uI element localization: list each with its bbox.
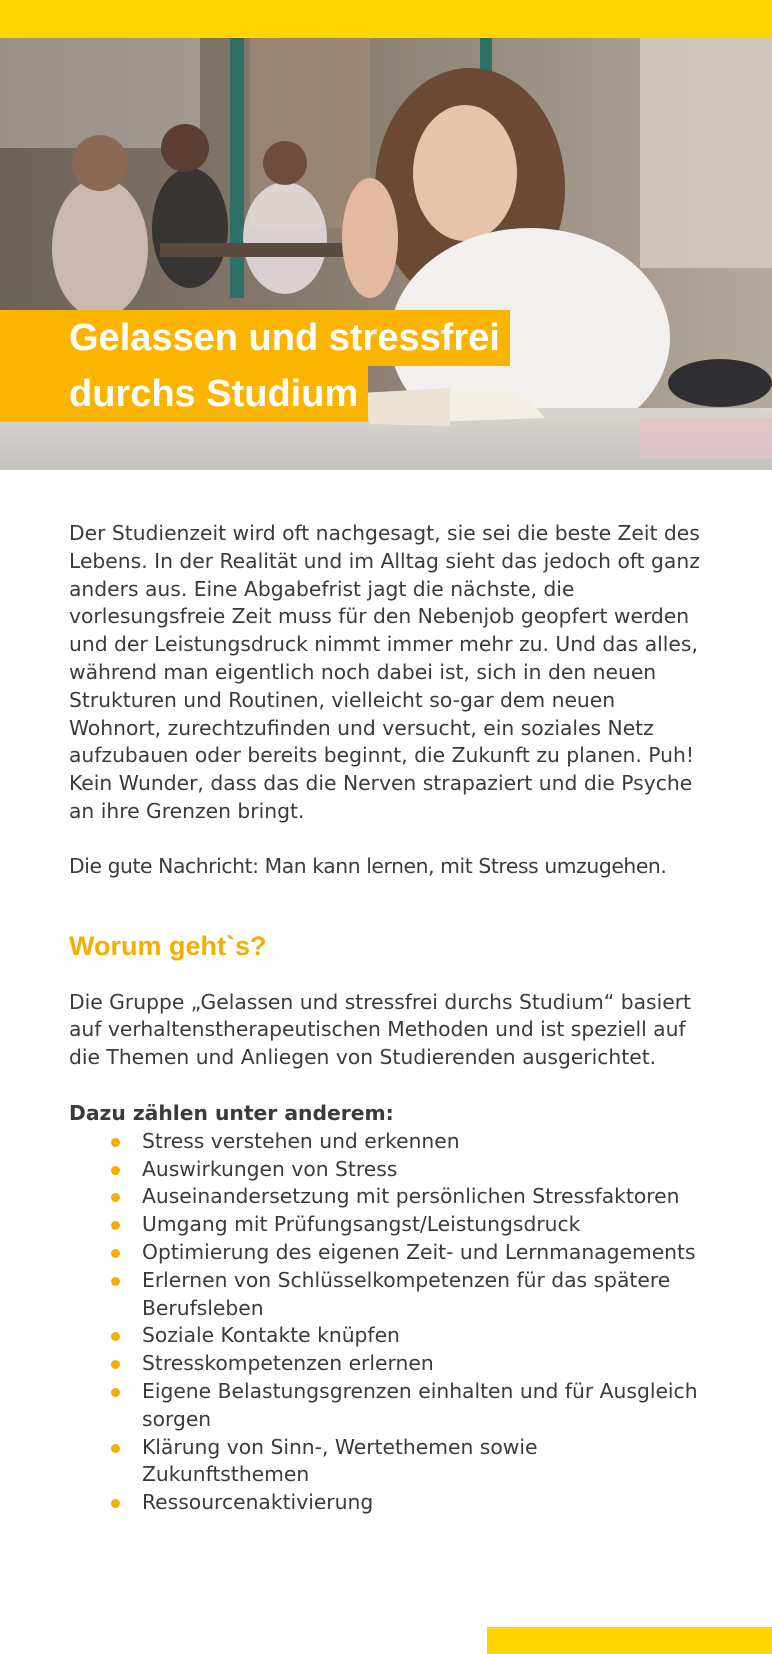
hero-title-line-1: Gelassen und stressfrei (0, 310, 510, 366)
list-item: Soziale Kontakte knüpfen (142, 1322, 709, 1350)
list-item: Auseinandersetzung mit persönlichen Stressfaktoren (142, 1183, 709, 1211)
topic-list (69, 1128, 709, 1517)
list-item: Optimierung des eigenen Zeit- und Lernmanagements (142, 1239, 709, 1267)
list-item: Erlernen von Schlüsselkompetenzen für das spätere Berufsleben (142, 1267, 709, 1323)
list-item: Stresskompetenzen erlernen (142, 1350, 709, 1378)
list-item: Stress verstehen und erkennen (142, 1128, 709, 1156)
bottom-yellow-bar (487, 1627, 772, 1654)
intro-paragraph: Der Studienzeit wird oft nachgesagt, sie sei die beste Zeit des Lebens. In der Realität und im Alltag sieht das jedoch oft ganz anders aus. Eine Abgabefrist jagt die nächste, die vorlesungsfreie Zeit muss für den Nebenjob geopfert werden und der Leistungsdruck nimmt immer mehr zu. Und das alles, während man eigentlich noch dabei ist, sich in den neuen Strukturen und Routinen, vielleicht so-gar dem neuen Wohnort, zurechtzufinden und versucht, ein soziales Netz aufzubauen oder bereits beginnt, die Zukunft zu planen. Puh! Kein Wunder, dass das die Nerven strapaziert und die Psyche an ihre Grenzen bringt. (69, 521, 700, 823)
list-item: Umgang mit Prüfungsangst/Leistungsdruck (142, 1211, 709, 1239)
list-item: Ressourcenaktivierung (142, 1489, 709, 1517)
list-item: Eigene Belastungsgrenzen einhalten und für Ausgleich sorgen (142, 1378, 709, 1434)
good-news-paragraph: Die gute Nachricht: Man kann lernen, mit Stress umzugehen. (69, 853, 667, 878)
top-yellow-bar (0, 0, 772, 38)
main-content (69, 520, 709, 1517)
section-heading: Worum geht`s? (69, 930, 267, 961)
group-description: Die Gruppe „Gelassen und stressfrei durchs Studium“ basiert auf verhaltenstherapeutischen Methoden und ist speziell auf die Themen und Anliegen von Studierenden ausgerichtet. (69, 989, 692, 1070)
list-item: Auswirkungen von Stress (142, 1156, 709, 1184)
list-item: Klärung von Sinn-, Wertethemen sowie Zukunftsthemen (142, 1434, 709, 1490)
list-heading: Dazu zählen unter anderem: (69, 1100, 394, 1125)
hero-title-line-2: durchs Studium (0, 366, 368, 422)
